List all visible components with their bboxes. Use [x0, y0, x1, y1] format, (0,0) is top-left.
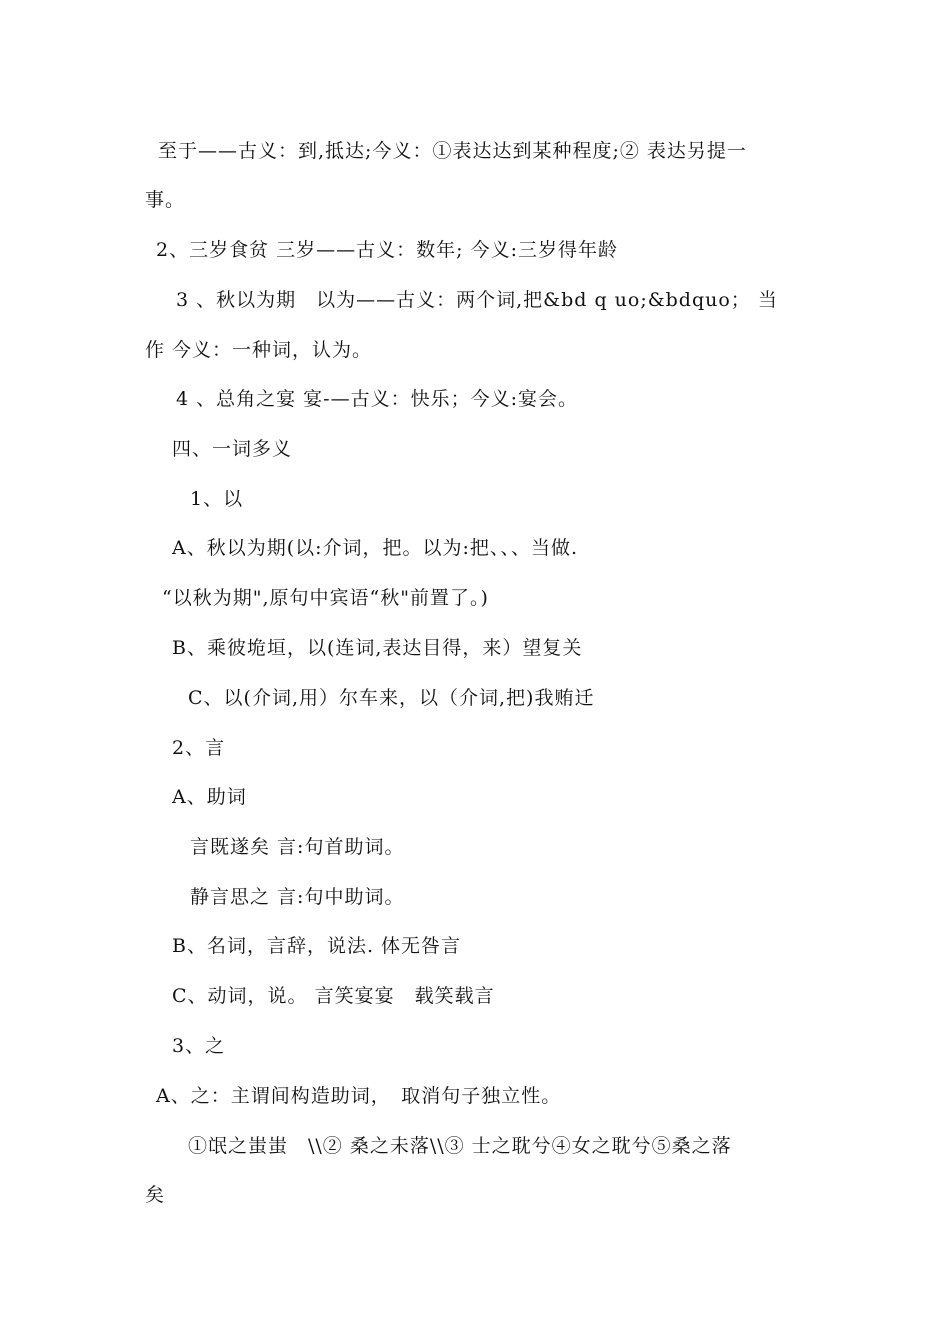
- text-line: 3 、秋以为期 以为——古义：两个词,把&bd q uo;&bdquo； 当: [176, 289, 778, 311]
- text-line: B、名词，言辞，说法. 体无咎言: [172, 935, 462, 957]
- text-line: B、乘彼垝垣，以(连词,表达目得，来）望复关: [172, 637, 583, 659]
- text-line: C、动词，说。 言笑宴宴 载笑载言: [172, 985, 495, 1007]
- text-line: 1、以: [190, 488, 244, 510]
- text-line: 4 、总角之宴 宴-—古义：快乐；今义:宴会。: [176, 388, 578, 410]
- text-line: ①氓之蚩蚩 \\② 桑之未落\\③ 士之耽兮④女之耽兮⑤桑之落: [188, 1135, 732, 1157]
- text-line: 静言思之 言:句中助词。: [190, 886, 405, 908]
- text-line: 3、之: [172, 1035, 226, 1057]
- text-line: 作 今义：一种词，认为。: [145, 339, 373, 361]
- text-line: 至于——古义：到,抵达;今义：①表达达到某种程度;② 表达另提一: [158, 140, 747, 162]
- text-line: A、助词: [172, 786, 247, 808]
- text-line: 事。: [145, 189, 186, 211]
- text-line: 矣: [145, 1184, 166, 1206]
- text-line: 言既遂矣 言:句首助词。: [190, 836, 405, 858]
- text-line: A、之：主谓间构造助词， 取消句子独立性。: [156, 1085, 562, 1107]
- text-line: 2、三岁食贫 三岁——古义：数年; 今义:三岁得年龄: [156, 239, 618, 261]
- text-line: A、秋以为期(以:介词，把。以为:把、、、当做.: [172, 537, 578, 559]
- text-line: 2、言: [172, 737, 226, 759]
- section-heading: 四、一词多义: [172, 438, 293, 460]
- text-line: “以秋为期",原句中宾语“秋"前置了。): [162, 587, 489, 609]
- text-line: C、以(介词,用）尔车来，以（介词,把)我贿迁: [188, 687, 595, 709]
